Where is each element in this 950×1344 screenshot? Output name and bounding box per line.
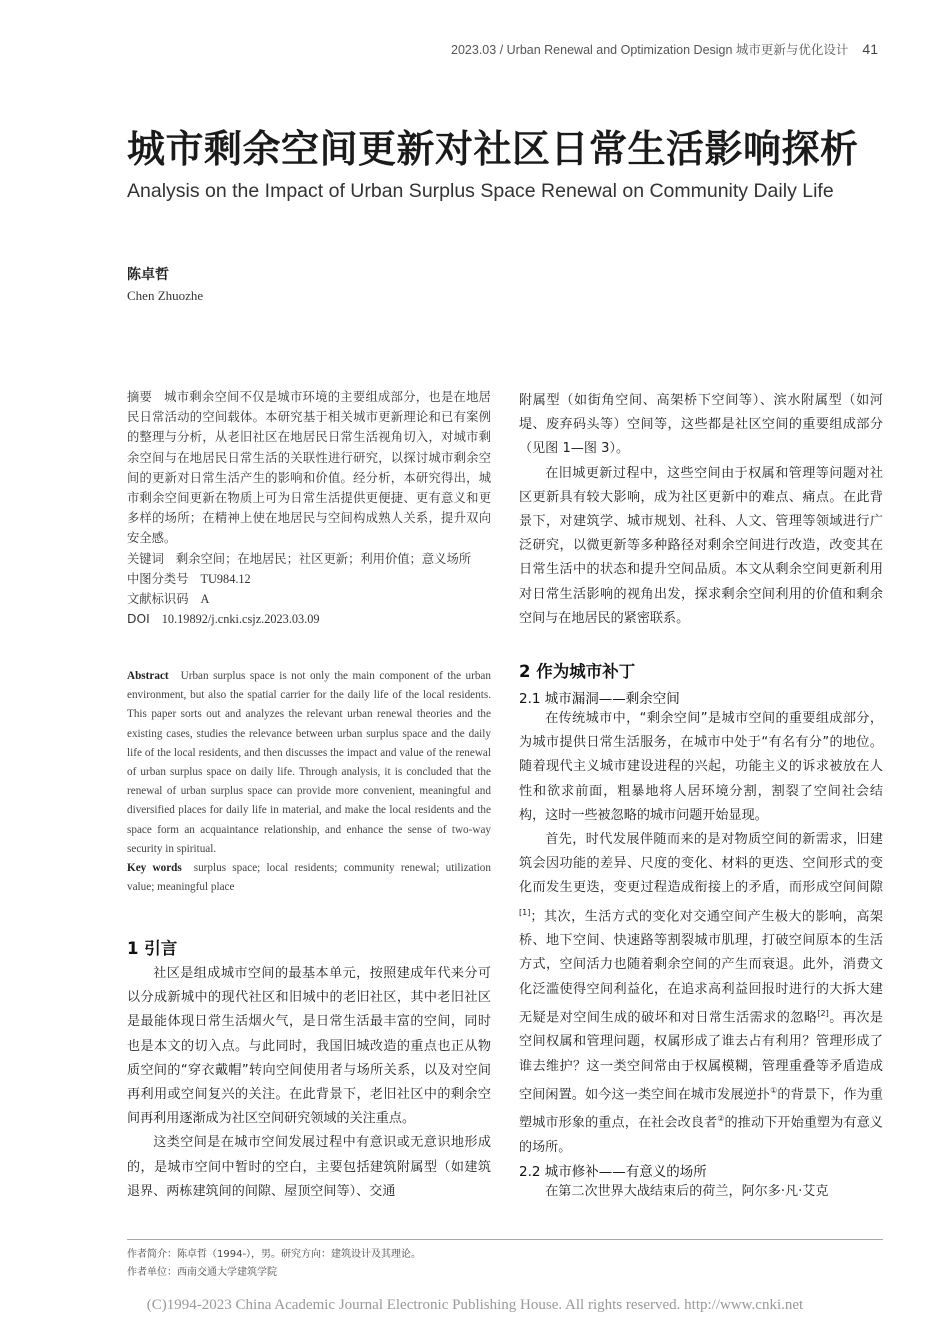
document-code	[127, 589, 491, 609]
keywords-cn-label: 关键词	[127, 551, 164, 566]
abstract-chinese-block	[127, 387, 491, 629]
section-2	[519, 658, 883, 1204]
title-chinese: 城市剩余空间更新对社区日常生活影响探析	[127, 127, 859, 171]
section-1-heading: 1 引言	[127, 939, 178, 958]
abstract-en-text: Urban surplus space is not only the main component of the urban environment, but also the spatial carrier for the daily life of the local residents. This paper sorts out and analyzes the relevant urban renewal theories and the existing cases, studies the relevance between urban surplus space and the daily life of the local residents, and then discusses the impact and value of the renewal of urban surplus space on daily life. Through analysis, it is concluded that the renewal of urban surplus space can provide more convenient, meaningful and diversified places for daily life in material, and make the local residents and the space form an acquaintance relationship, and enhance the sense of two-way security in spiritual.	[127, 670, 491, 855]
clc-number	[127, 569, 491, 589]
keywords-cn-text: 剩余空间；在地居民；社区更新；利用价值；意义场所	[175, 551, 472, 566]
section-1-paragraph-2: 这类空间是在城市空间发展过程中有意识或无意识地形成的，是城市空间中暂时的空白，主要包括建筑附属型（如建筑退界、两栋建筑间的间隙、屋顶空间等）、交通	[127, 1135, 491, 1199]
abstract-cn-text: 城市剩余空间不仅是城市环境的主要组成部分，也是在地居民日常活动的空间载体。本研究基于相关城市更新理论和已有案例的整理与分析，从老旧社区在地居民日常生活视角切入，对城市剩余空间与在地居民日常生活的关联性进行研究，以探讨城市剩余空间的更新对日常生活产生的影响和价值。经分析，本研究得出，城市剩余空间更新在物质上可为日常生活提供更便捷、更有意义和更多样的场所；在精神上使在地居民与空间构成熟人关系，提升双向安全感。	[127, 390, 491, 546]
section-1	[127, 935, 491, 1204]
page-number: 41	[862, 41, 878, 57]
section-1-paragraph-3: 在旧城更新过程中，这些空间由于权属和管理等问题对社区更新具有较大影响，成为社区更新中的难点、痛点。在此背景下，对建筑学、城市规划、社科、人文、管理等领域进行广泛研究，以微更新等多种路径对剩余空间进行改造，改变其在日常生活中的状态和提升空间品质。本文从剩余空间更新利用对日常生活影响的视角出发，探求剩余空间利用的价值和剩余空间与在地居民的紧密联系。	[519, 465, 883, 626]
citation-ref-2: [2]	[817, 1008, 829, 1018]
abstract-en-label: Abstract	[127, 670, 169, 682]
doc-code-label: 文献标识码	[127, 592, 189, 607]
copyright-watermark: (C)1994-2023 China Academic Journal Electronic Publishing House. All rights reserved. http://www.cnki.net	[146, 1297, 804, 1313]
right-column-top	[519, 389, 883, 631]
section-2-heading: 2 作为城市补丁	[519, 662, 636, 681]
subsection-2-1-heading: 2.1 城市漏洞——剩余空间	[519, 691, 680, 707]
section-2-1-paragraph-2: 首先，时代发展伴随而来的是对物质空间的新需求，旧建筑会因功能的差异、尺度的变化、材料的更迭、空间形式的变化而发生更迭，变更过程造成衔接上的矛盾，而形成空间间隙[1]；其次，生活方式的变化对交通空间产生极大的影响，高架桥、地下空间、快速路等割裂城市肌理，打破空间原本的生活方式，空间活力也随着剩余空间的产生而衰退。此外，消费文化泛滥使得空间利益化，在追求高利益回报时进行的大拆大建无疑是对空间生成的破坏和对日常生活需求的忽略[2]。再次是空间权属和管理问题，权属形成了谁去占有利用？管理形成了谁去维护？这一类空间常由于权属模糊，管理重叠等矛盾造成空间闲置。如今这一类空间在城市发展逆扑①的背景下，作为重塑城市形象的重点，在社会改良者②的推动下开始重塑为有意义的场所。	[519, 832, 884, 1155]
section-1-paragraph-2-continued: 附属型（如街角空间、高架桥下空间等）、滨水附属型（如河堤、废弃码头等）空间等，这些都是社区空间的重要组成部分（见图 1—图 3）。	[519, 393, 883, 457]
footnote-marker-2: ②	[717, 1114, 725, 1124]
citation-ref-1: [1]	[519, 907, 531, 917]
author-bio: 作者简介：陈卓哲（1994-），男。研究方向：建筑设计及其理论。	[127, 1249, 422, 1260]
keywords-cn	[127, 549, 491, 569]
subsection-2-2-heading: 2.2 城市修补——有意义的场所	[519, 1164, 707, 1181]
journal-info: 2023.03 / Urban Renewal and Optimization Design 城市更新与优化设计	[451, 43, 849, 57]
abstract-english-block	[127, 667, 491, 897]
keywords-en-text: surplus space; local residents; community renewal; utilization value; meaningful place	[127, 862, 491, 894]
doi	[127, 609, 491, 629]
title-english: Analysis on the Impact of Urban Surplus Space Renewal on Community Daily Life	[127, 180, 834, 202]
footnote-marker-1: ①	[770, 1085, 778, 1095]
author-affiliation: 作者单位：西南交通大学建筑学院	[127, 1267, 277, 1278]
author-chinese: 陈卓哲	[127, 267, 169, 283]
abstract-en	[127, 667, 491, 859]
author-english: Chen Zhuozhe	[127, 288, 204, 303]
keywords-en-label: Key words	[127, 862, 182, 875]
abstract-cn	[127, 387, 491, 549]
clc-label: 中图分类号	[127, 571, 189, 586]
section-1-paragraph-1: 社区是组成城市空间的最基本单元，按照建成年代来分可以分成新城中的现代社区和旧城中的老旧社区，其中老旧社区是最能体现日常生活烟火气，是日常生活最丰富的空间，同时也是本文的切入点。与此同时，我国旧城改造的重点也正从物质空间的“穿衣戴帽”转向空间使用者与场所关系，以及对空间再利用或空间复兴的关注。在此背景下，老旧社区中的剩余空间再利用逐渐成为社区空间研究领域的关注重点。	[127, 966, 491, 1127]
footnote-divider	[127, 1239, 883, 1240]
doc-code-value: A	[200, 592, 210, 607]
keywords-en	[127, 859, 491, 897]
clc-value: TU984.12	[200, 571, 251, 586]
section-2-1-paragraph-1: 在传统城市中，“剩余空间”是城市空间的重要组成部分，为城市提供日常生活服务，在城市中处于“有名有分”的地位。随着现代主义城市建设进程的兴起，功能主义的诉求被放在人性和欲求前面，粗暴地将人居环境分割，割裂了空间社会结构，这时一些被忽略的城市问题开始显现。	[519, 711, 883, 823]
running-header	[451, 40, 878, 58]
abstract-cn-label: 摘要	[127, 390, 153, 404]
section-2-2-paragraph-1: 在第二次世界大战结束后的荷兰，阿尔多·凡·艾克	[545, 1184, 829, 1200]
doi-label: DOI	[127, 612, 150, 627]
doi-value: 10.19892/j.cnki.csjz.2023.03.09	[161, 612, 320, 627]
